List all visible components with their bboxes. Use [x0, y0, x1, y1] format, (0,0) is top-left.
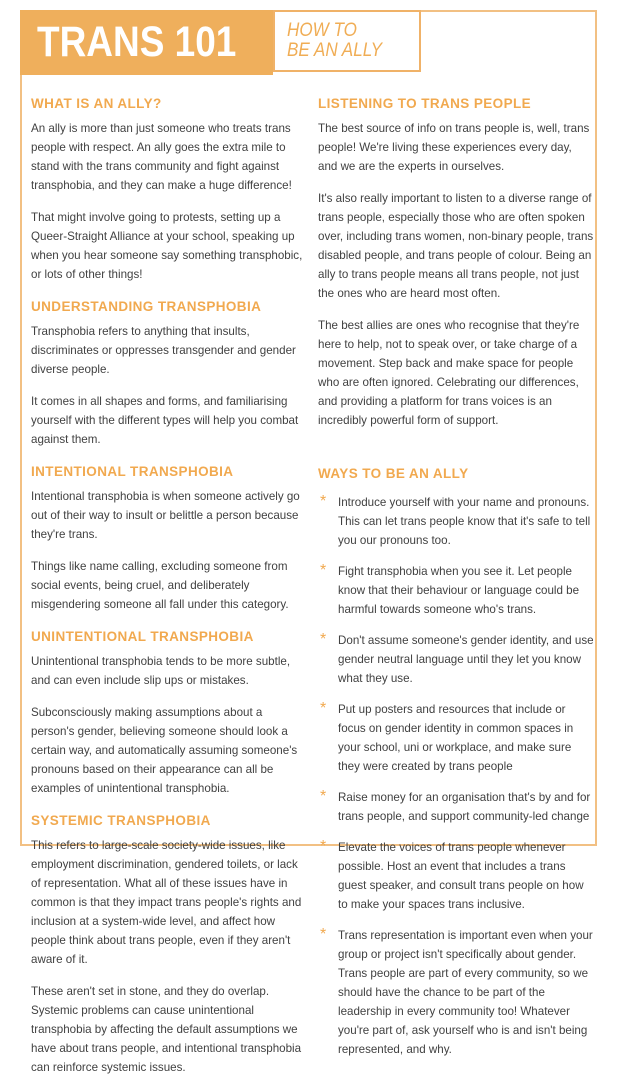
page-title: TRANS 101 — [37, 18, 237, 66]
paragraph: These aren't set in stone, and they do overlap. Systemic problems can cause unintentional transphobia by affecting the default assumptions we have about trans people, and intentional transphobia can reinforce systemic issues. — [31, 985, 302, 1074]
section-heading: WAYS TO BE AN ALLY — [318, 466, 469, 481]
section-heading: WHAT IS AN ALLY? — [31, 96, 162, 111]
list-item — [318, 838, 594, 914]
paragraph: Intentional transphobia is when someone actively go out of their way to insult or belittle a person because they're trans. — [31, 490, 300, 541]
section-heading: UNDERSTANDING TRANSPHOBIA — [31, 299, 262, 314]
paragraph: Subconsciously making assumptions about a person's gender, believing someone should look a certain way, and automatically assuming someone's pronouns based on their appearance can all be examples of unintentional transphobia. — [31, 706, 298, 795]
section-understanding-transphobia — [31, 299, 307, 449]
asterisk-bullet-icon: * — [320, 493, 327, 510]
section-heading: SYSTEMIC TRANSPHOBIA — [31, 813, 211, 828]
list-item — [318, 631, 594, 688]
paragraph: Unintentional transphobia tends to be more subtle, and can even include slip ups or mistakes. — [31, 655, 291, 687]
section-heading: INTENTIONAL TRANSPHOBIA — [31, 464, 234, 479]
section-ways-to-be-an-ally — [318, 466, 594, 1059]
subtitle-line-2: BE AN ALLY — [287, 40, 383, 61]
paragraph: Transphobia refers to anything that insults, discriminates or oppresses transgender and gender diverse people. — [31, 325, 296, 376]
list-item — [318, 926, 594, 1059]
asterisk-bullet-icon: * — [320, 926, 327, 943]
list-item — [318, 700, 594, 776]
paragraph: The best source of info on trans people is, well, trans people! We're living these experiences every day, and we are the experts in ourselves. — [318, 122, 590, 173]
list-item-text: Introduce yourself with your name and pronouns. This can let trans people know that it's safe to tell you our pronouns too. — [338, 496, 591, 547]
left-column — [31, 86, 307, 1090]
section-unintentional-transphobia — [31, 629, 307, 798]
list-item-text: Trans representation is important even when your group or project isn't specifically about gender. Trans people are part of every community, so we should have the chance to be part of the leadership in every community too! Whatever you're part of, ask yourself who is and isn't being represented, and why. — [338, 929, 593, 1056]
list-item-text: Raise money for an organisation that's by and for trans people, and support community-led change — [338, 791, 591, 823]
list-item-text: Fight transphobia when you see it. Let people know that their behaviour or language could be harmful towards someone who's trans. — [338, 565, 580, 616]
section-listening-to-trans-people — [318, 96, 594, 430]
paragraph: This refers to large-scale society-wide issues, like employment discrimination, gendered toilets, or lack of representation. What all of these issues have in common is that they impact trans people's rights and inclusion at a system-wide level, and affect how people think about trans people, even if they aren't aware of it. — [31, 839, 302, 966]
section-heading: UNINTENTIONAL TRANSPHOBIA — [31, 629, 254, 644]
header-banner — [20, 10, 273, 75]
paragraph: An ally is more than just someone who treats trans people with respect. An ally goes the extra mile to stand with the trans community and fight against transphobia, and they can make a huge difference! — [31, 122, 292, 192]
list-item-text: Don't assume someone's gender identity, and use gender neutral language until they let you know what they use. — [338, 634, 594, 685]
section-what-is-an-ally — [31, 96, 307, 284]
paragraph: Things like name calling, excluding someone from social events, being cruel, and deliberately misgendering someone all fall under this category. — [31, 560, 289, 611]
paragraph: That might involve going to protests, setting up a Queer-Straight Alliance at your school, speaking up when you hear someone say something transphobic, or lots of other things! — [31, 211, 303, 281]
ally-tips-list — [318, 493, 594, 1059]
asterisk-bullet-icon: * — [320, 631, 327, 648]
list-item — [318, 493, 594, 550]
paragraph: The best allies are ones who recognise that they're here to help, not to speak over, or take charge of a movement. Step back and make space for people who are often ignored. Celebrating our differences, and providing a platform for trans voices is an incredibly powerful form of support. — [318, 319, 580, 427]
paragraph: It comes in all shapes and forms, and familiarising yourself with the different types will help you combat against them. — [31, 395, 299, 446]
list-item-text: Elevate the voices of trans people whenever possible. Host an event that includes a trans guest speaker, and consult trans people on how to make your spaces trans inclusive. — [338, 841, 584, 911]
paragraph: It's also really important to listen to a diverse range of trans people, especially those who are often spoken over, including trans women, non-binary people, trans disabled people, and trans people of colour. Being an ally to trans people means all trans people, not just the ones who are heard most often. — [318, 192, 594, 300]
list-item — [318, 562, 594, 619]
asterisk-bullet-icon: * — [320, 700, 327, 717]
asterisk-bullet-icon: * — [320, 838, 327, 855]
section-intentional-transphobia — [31, 464, 307, 614]
section-heading: LISTENING TO TRANS PEOPLE — [318, 96, 532, 111]
right-column — [318, 86, 594, 1071]
list-item-text: Put up posters and resources that include or focus on gender identity in common spaces in your school, uni or workplace, and make sure they were created by trans people — [338, 703, 574, 773]
subtitle-box — [273, 10, 421, 72]
subtitle-line-1: HOW TO — [287, 20, 357, 41]
list-item — [318, 788, 594, 826]
section-systemic-transphobia — [31, 813, 307, 1077]
asterisk-bullet-icon: * — [320, 562, 327, 579]
asterisk-bullet-icon: * — [320, 788, 327, 805]
